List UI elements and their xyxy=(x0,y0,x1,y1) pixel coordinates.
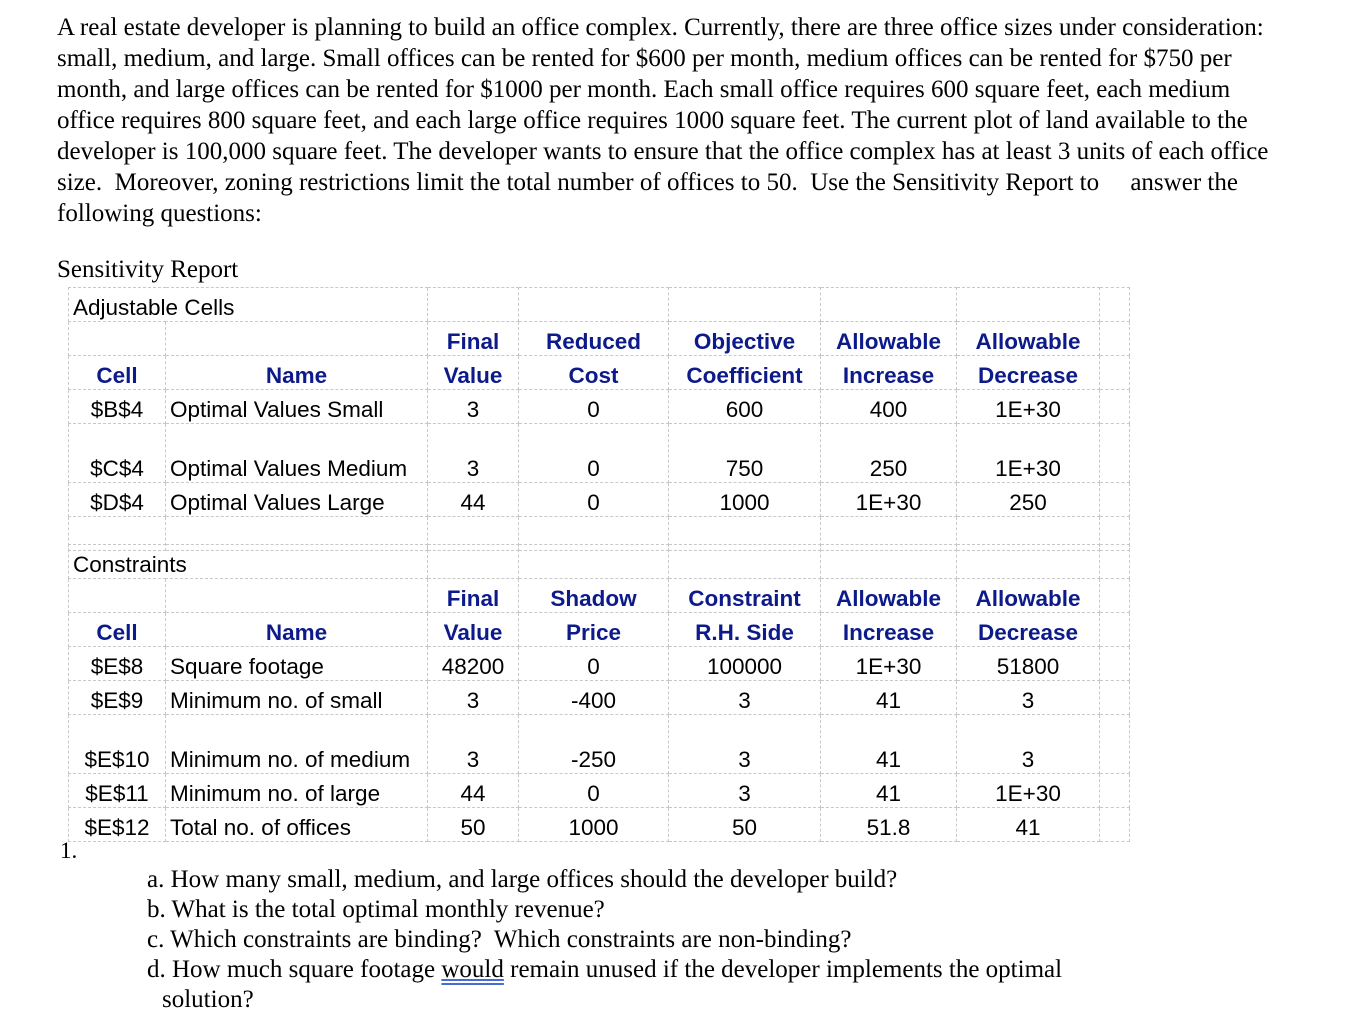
header-row xyxy=(69,322,1130,356)
question-d xyxy=(147,955,1147,985)
section-title-row xyxy=(69,545,1130,579)
intro-line: developer is 100,000 square feet. The developer wants to ensure that the office complex has at least 3 units of each office xyxy=(57,138,1269,165)
shadow-price: 1000 xyxy=(519,808,669,842)
allowable-increase: 1E+30 xyxy=(821,647,957,681)
table-row xyxy=(69,390,1130,424)
allowable-decrease: 1E+30 xyxy=(957,774,1100,808)
constraint-rhs: 50 xyxy=(669,808,821,842)
allowable-decrease: 1E+30 xyxy=(957,424,1100,483)
questions-list xyxy=(147,865,1147,1015)
final-value: 44 xyxy=(428,774,519,808)
header-value: Value xyxy=(428,356,519,390)
header-cell: Cell xyxy=(69,613,166,647)
header-decrease: Decrease xyxy=(957,613,1100,647)
reduced-cost: 0 xyxy=(519,424,669,483)
allowable-increase: 41 xyxy=(821,681,957,715)
section-title: Constraints xyxy=(69,545,428,579)
question-d-continuation: solution? xyxy=(162,986,254,1013)
shadow-price: 0 xyxy=(519,774,669,808)
allowable-decrease: 250 xyxy=(957,483,1100,517)
question-c: c. Which constraints are binding? Which constraints are non-binding? xyxy=(147,926,852,953)
adjustable-cells-table xyxy=(68,287,1130,551)
reduced-cost: 0 xyxy=(519,483,669,517)
table-row xyxy=(69,681,1130,715)
header-cell: Cell xyxy=(69,356,166,390)
header-row xyxy=(69,613,1130,647)
header-cell xyxy=(166,322,428,356)
constraint-rhs: 3 xyxy=(669,715,821,774)
intro-line: month, and large offices can be rented for $1000 per month. Each small office requires 600 square feet, each medium xyxy=(57,76,1231,103)
header-decrease: Decrease xyxy=(957,356,1100,390)
header-increase: Increase xyxy=(821,613,957,647)
section-title: Adjustable Cells xyxy=(69,288,428,322)
intro-line: size. Moreover, zoning restrictions limit the total number of offices to 50. Use the Sensitivity Report to answer the xyxy=(57,169,1238,196)
header-allowable: Allowable xyxy=(821,322,957,356)
intro-line: small, medium, and large. Small offices can be rented for $600 per month, medium offices can be rented for $750 per xyxy=(57,45,1232,72)
header-constraint: Constraint xyxy=(669,579,821,613)
row-name: Minimum no. of large xyxy=(166,774,428,808)
item-number: 1. xyxy=(60,838,78,863)
row-name: Optimal Values Medium xyxy=(166,424,428,483)
header-cell xyxy=(69,322,166,356)
header-cell xyxy=(166,579,428,613)
question-a: a. How many small, medium, and large offices should the developer build? xyxy=(147,866,898,893)
shadow-price: 0 xyxy=(519,647,669,681)
final-value: 50 xyxy=(428,808,519,842)
allowable-decrease: 41 xyxy=(957,808,1100,842)
allowable-increase: 400 xyxy=(821,390,957,424)
header-cell xyxy=(69,579,166,613)
shadow-price: -250 xyxy=(519,715,669,774)
cell-ref: $D$4 xyxy=(69,483,166,517)
objective-coefficient: 1000 xyxy=(669,483,821,517)
cell-ref: $E$12 xyxy=(69,808,166,842)
row-name: Optimal Values Small xyxy=(166,390,428,424)
table-row xyxy=(69,774,1130,808)
row-name: Minimum no. of small xyxy=(166,681,428,715)
header-price: Price xyxy=(519,613,669,647)
row-name: Optimal Values Large xyxy=(166,483,428,517)
allowable-increase: 51.8 xyxy=(821,808,957,842)
cell-ref: $B$4 xyxy=(69,390,166,424)
header-reduced: Reduced xyxy=(519,322,669,356)
constraint-rhs: 100000 xyxy=(669,647,821,681)
objective-coefficient: 600 xyxy=(669,390,821,424)
intro-line: office requires 800 square feet, and each large office requires 1000 square feet. The current plot of land available to the xyxy=(57,107,1248,134)
allowable-increase: 250 xyxy=(821,424,957,483)
header-rhs: R.H. Side xyxy=(669,613,821,647)
question-d-text: remain unused if the developer implements the optimal xyxy=(503,956,1063,983)
section-title-row xyxy=(69,288,1130,322)
cell-ref: $E$11 xyxy=(69,774,166,808)
row-name: Total no. of offices xyxy=(166,808,428,842)
header-objective: Objective xyxy=(669,322,821,356)
intro-line: A real estate developer is planning to build an office complex. Currently, there are three office sizes under consideration: xyxy=(57,14,1264,41)
allowable-decrease: 3 xyxy=(957,681,1100,715)
allowable-decrease: 1E+30 xyxy=(957,390,1100,424)
report-title: Sensitivity Report xyxy=(57,256,239,283)
cell-ref: $E$10 xyxy=(69,715,166,774)
header-increase: Increase xyxy=(821,356,957,390)
constraint-rhs: 3 xyxy=(669,681,821,715)
header-value: Value xyxy=(428,613,519,647)
header-cost: Cost xyxy=(519,356,669,390)
table-row xyxy=(69,808,1130,842)
allowable-decrease: 51800 xyxy=(957,647,1100,681)
cell-ref: $E$8 xyxy=(69,647,166,681)
question-d-text: d. How much square footage xyxy=(147,956,442,983)
final-value: 3 xyxy=(428,424,519,483)
header-final: Final xyxy=(428,322,519,356)
cell-ref: $E$9 xyxy=(69,681,166,715)
table-row xyxy=(69,715,1130,774)
reduced-cost: 0 xyxy=(519,390,669,424)
table-row xyxy=(69,483,1130,517)
row-name: Minimum no. of medium xyxy=(166,715,428,774)
spellcheck-underlined-word: would xyxy=(441,956,504,983)
constraint-rhs: 3 xyxy=(669,774,821,808)
table-row xyxy=(69,647,1130,681)
header-coefficient: Coefficient xyxy=(669,356,821,390)
table-row xyxy=(69,424,1130,483)
header-allowable: Allowable xyxy=(957,579,1100,613)
header-name: Name xyxy=(166,356,428,390)
final-value: 44 xyxy=(428,483,519,517)
question-b: b. What is the total optimal monthly revenue? xyxy=(147,896,605,923)
intro-line: following questions: xyxy=(57,200,262,227)
problem-statement xyxy=(57,12,1357,229)
header-final: Final xyxy=(428,579,519,613)
header-row xyxy=(69,579,1130,613)
allowable-increase: 41 xyxy=(821,774,957,808)
header-allowable: Allowable xyxy=(957,322,1100,356)
constraints-table xyxy=(68,544,1130,842)
shadow-price: -400 xyxy=(519,681,669,715)
header-name: Name xyxy=(166,613,428,647)
final-value: 3 xyxy=(428,715,519,774)
allowable-increase: 41 xyxy=(821,715,957,774)
cell-ref: $C$4 xyxy=(69,424,166,483)
final-value: 48200 xyxy=(428,647,519,681)
header-shadow: Shadow xyxy=(519,579,669,613)
objective-coefficient: 750 xyxy=(669,424,821,483)
header-row xyxy=(69,356,1130,390)
header-allowable: Allowable xyxy=(821,579,957,613)
allowable-decrease: 3 xyxy=(957,715,1100,774)
allowable-increase: 1E+30 xyxy=(821,483,957,517)
final-value: 3 xyxy=(428,390,519,424)
final-value: 3 xyxy=(428,681,519,715)
row-name: Square footage xyxy=(166,647,428,681)
